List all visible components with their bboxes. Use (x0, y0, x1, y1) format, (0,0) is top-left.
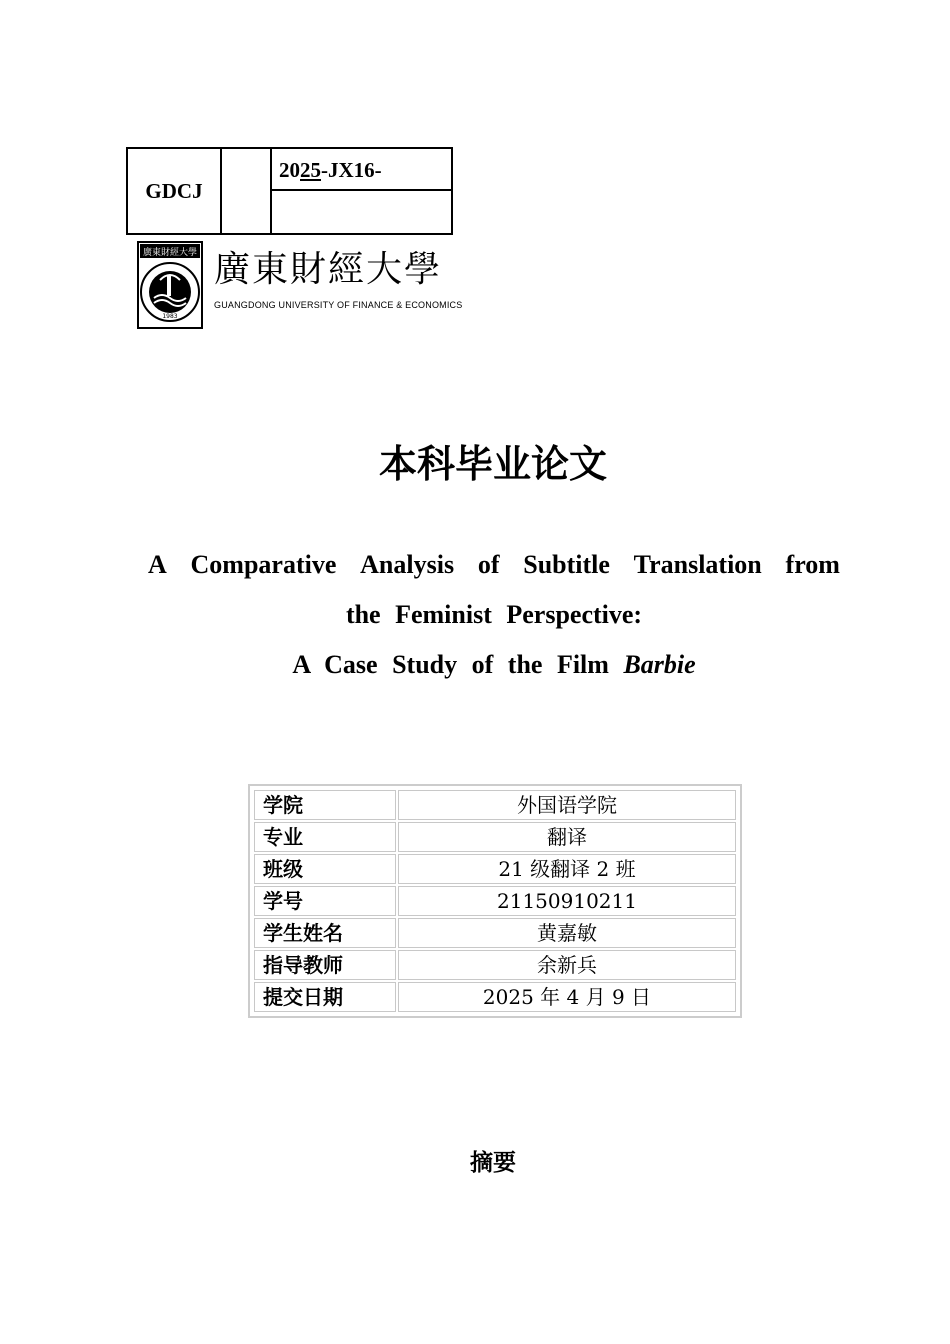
info-value: 翻译 (398, 822, 736, 852)
info-row (254, 854, 736, 884)
info-row (254, 886, 736, 916)
info-row (254, 950, 736, 980)
info-label: 班级 (254, 854, 396, 884)
code-number-prefix: 20 (279, 158, 300, 182)
document-type-title: 本科毕业论文 (378, 442, 607, 486)
info-value: 21150910211 (398, 886, 736, 916)
thesis-title-line-3-text: A Case Study of the Film (292, 650, 609, 679)
university-logo (136, 240, 466, 330)
university-name-en: GUANGDONG UNIVERSITY OF FINANCE & ECONOMICS (214, 300, 463, 310)
svg-text:廣東財經大學: 廣東財經大學 (142, 248, 198, 258)
info-value: 黄嘉敏 (398, 918, 736, 948)
info-value: 余新兵 (398, 950, 736, 980)
info-label: 学院 (254, 790, 396, 820)
code-number-suffix: -JX16- (321, 158, 382, 182)
code-number (272, 149, 451, 191)
info-row (254, 822, 736, 852)
thesis-title-line-1 (148, 540, 840, 590)
info-label: 指导教师 (254, 950, 396, 980)
university-name-cn: 廣東財經大學 (214, 249, 443, 290)
title-word: Translation (633, 550, 762, 579)
title-word: Comparative (190, 550, 337, 579)
title-word: A (148, 550, 167, 579)
svg-text:1983: 1983 (162, 313, 178, 320)
info-label: 学生姓名 (254, 918, 396, 948)
code-blank-cell (222, 149, 272, 233)
student-info-table (248, 784, 742, 1018)
film-title: Barbie (623, 650, 696, 679)
info-label: 专业 (254, 822, 396, 852)
thesis-title (148, 540, 840, 690)
code-label: GDCJ (128, 149, 222, 233)
thesis-code-box (126, 147, 453, 235)
info-row (254, 982, 736, 1012)
info-label: 提交日期 (254, 982, 396, 1012)
code-empty-cell (272, 191, 451, 233)
info-label: 学号 (254, 886, 396, 916)
title-word: from (785, 550, 840, 579)
title-word: Subtitle (523, 550, 610, 579)
title-word: of (477, 550, 500, 579)
title-word: Analysis (360, 550, 455, 579)
code-number-underlined: 25 (300, 158, 321, 182)
info-value: 2025 年 4 月 9 日 (398, 982, 736, 1012)
thesis-title-line-3 (148, 640, 840, 690)
info-value: 21 级翻译 2 班 (398, 854, 736, 884)
thesis-title-line-2: the Feminist Perspective: (345, 600, 643, 629)
info-row (254, 790, 736, 820)
info-value: 外国语学院 (398, 790, 736, 820)
info-row (254, 918, 736, 948)
abstract-heading: 摘要 (470, 1150, 516, 1176)
university-seal-icon (136, 240, 206, 330)
